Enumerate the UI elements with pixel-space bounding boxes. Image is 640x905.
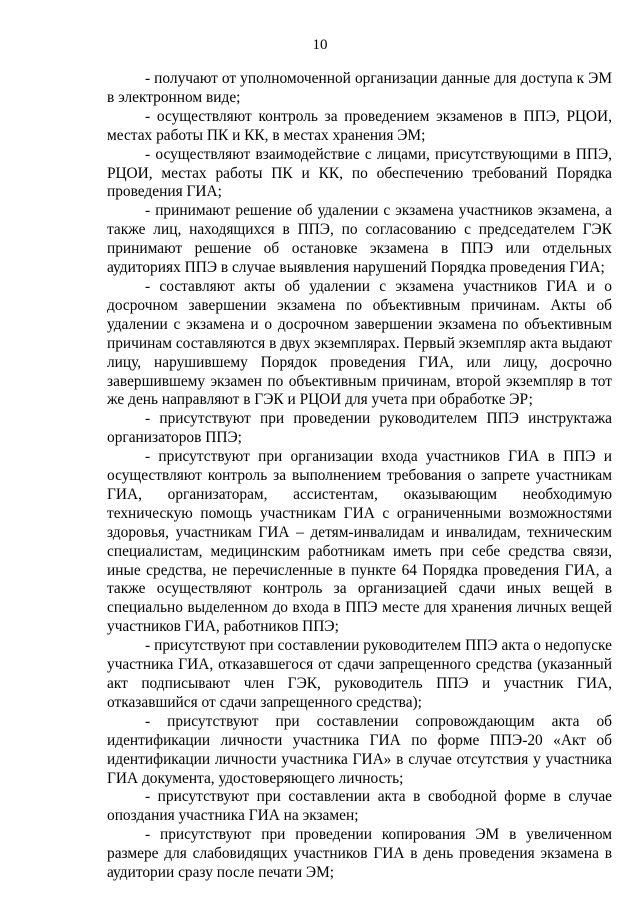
list-item: - осуществляют взаимодействие с лицами, присутствующими в ППЭ, РЦОИ, местах работы ПК и КК, по обеспечению требований Порядка проведения ГИА; bbox=[107, 145, 612, 201]
list-item: - составляют акты об удалении с экзамена участников ГИА и о досрочном завершении экзамена по объективным причинам. Акты об удалении с экзамена и о досрочном завершении экзамена по объективным причинам составляются в двух экземплярах. Первый экземпляр акта выдают лицу, нарушившему Порядок проведения ГИА, или лицу, досрочно завершившему экзамен по объективным причинам, второй экземпляр в тот же день направляют в ГЭК и РЦОИ для учета при обработке ЭР; bbox=[107, 277, 612, 409]
list-item: - присутствуют при проведении руководителем ППЭ инструктажа организаторов ППЭ; bbox=[107, 410, 612, 447]
list-item: - присутствуют при организации входа участников ГИА в ППЭ и осуществляют контроль за выполнением требования о запрете участникам ГИА, организаторам, ассистентам, оказывающим необходимую техническую помощь участникам ГИА с ограниченными возможностями здоровья, участникам ГИА – детям-инвалидам и инвалидам, техническим специалистам, медицинским работникам иметь при себе средства связи, иные средства, не перечисленные в пункте 64 Порядка проведения ГИА, а также осуществляют контроль за организацией сдачи иных вещей в специально выделенном до входа в ППЭ месте для хранения личных вещей участников ГИА, работников ППЭ; bbox=[107, 448, 612, 636]
list-item: - получают от уполномоченной организации данные для доступа к ЭМ в электронном виде; bbox=[107, 70, 612, 106]
list-item: - присутствуют при составлении акта в свободной форме в случае опоздания участника ГИА на экзамен; bbox=[107, 788, 612, 825]
list-item: - присутствуют при составлении сопровождающим акта об идентификации личности участника ГИА по форме ППЭ-20 «Акт об идентификации личности участника ГИА» в случае отсутствия у участника ГИА документа, удостоверяющего личность; bbox=[107, 712, 612, 787]
page-number: 10 bbox=[312, 37, 328, 53]
list-item: - осуществляют контроль за проведением экзаменов в ППЭ, РЦОИ, местах работы ПК и КК, в местах хранения ЭМ; bbox=[107, 107, 612, 144]
body-text bbox=[107, 70, 612, 883]
list-item: - присутствуют при проведении копирования ЭМ в увеличенном размере для слабовидящих участников ГИА в день проведения экзамена в аудитории сразу после печати ЭМ; bbox=[107, 826, 612, 882]
list-item: - принимают решение об удалении с экзамена участников экзамена, а также лиц, находящихся в ППЭ, по согласованию с председателем ГЭК принимают решение об остановке экзамена в ППЭ или отдельных аудиториях ППЭ в случае выявления нарушений Порядка проведения ГИА; bbox=[107, 202, 612, 277]
list-item: - присутствуют при составлении руководителем ППЭ акта о недопуске участника ГИА, отказавшегося от сдачи запрещенного средства (указанный акт подписывают член ГЭК, руководитель ППЭ и участник ГИА, отказавшийся от сдачи запрещенного средства); bbox=[107, 637, 612, 711]
